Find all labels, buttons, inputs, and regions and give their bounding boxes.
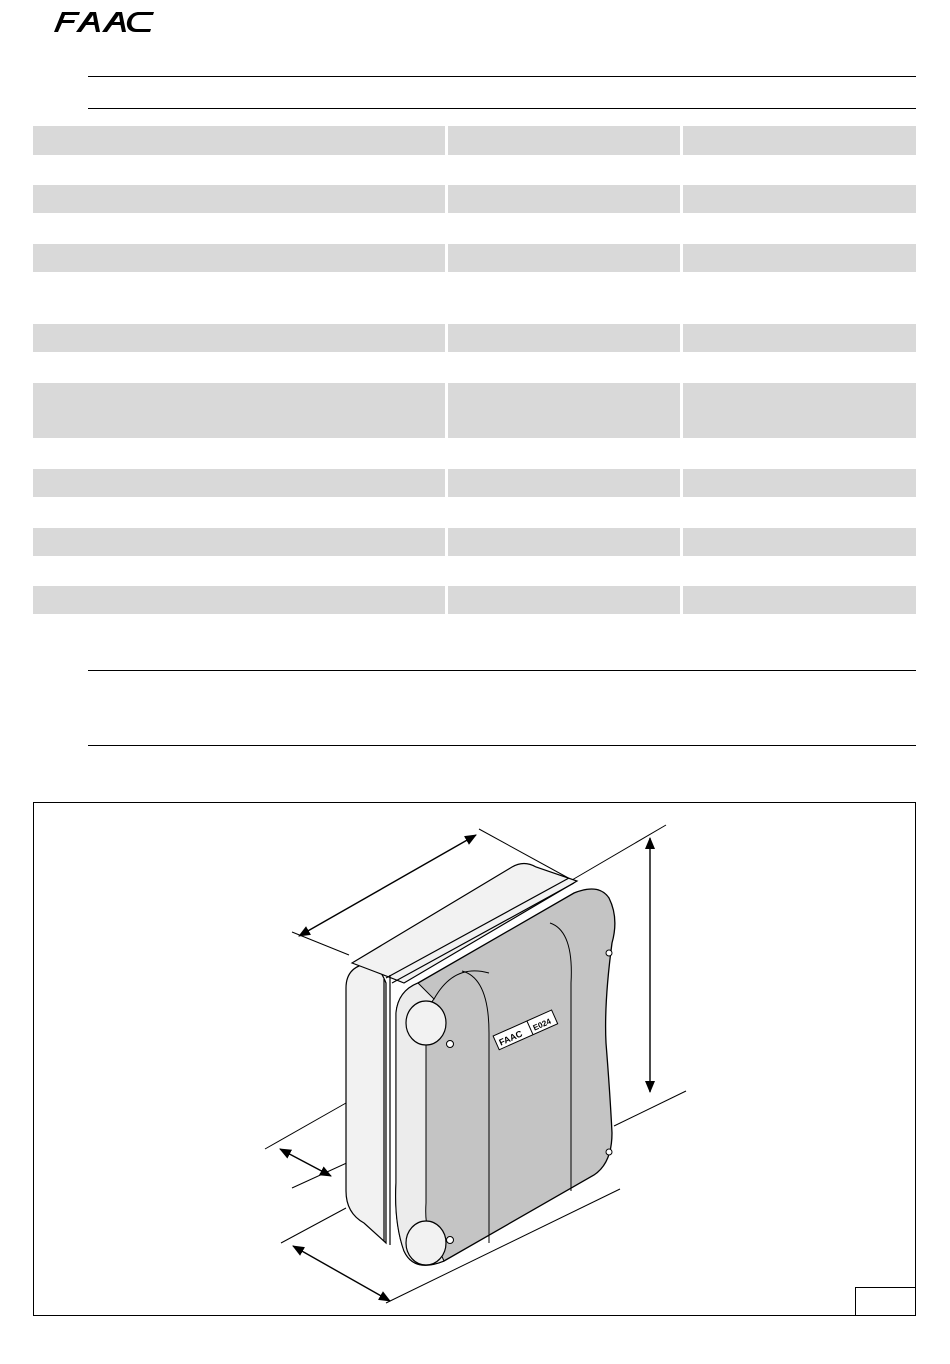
spec-row xyxy=(33,244,916,272)
spec-row xyxy=(33,586,916,614)
depth-dimension-arrow xyxy=(280,1149,331,1176)
notes-rule-top xyxy=(88,670,916,671)
spec-value xyxy=(448,324,680,352)
spec-value xyxy=(448,586,680,614)
spec-unit xyxy=(683,244,916,272)
spec-label xyxy=(33,324,445,352)
spec-unit xyxy=(683,324,916,352)
spec-row xyxy=(33,383,916,438)
spec-label xyxy=(33,469,445,497)
screw-boss-top xyxy=(406,1001,446,1045)
spec-value xyxy=(448,383,680,438)
spec-unit xyxy=(683,383,916,438)
header-rule-top xyxy=(88,76,916,77)
box-base-side xyxy=(346,963,386,1243)
faac-logo-mark xyxy=(46,8,158,36)
spec-unit xyxy=(683,586,916,614)
spec-row xyxy=(33,528,916,556)
spec-row xyxy=(33,469,916,497)
base-dimension-arrow xyxy=(293,1246,390,1301)
spec-label xyxy=(33,528,445,556)
spec-label xyxy=(33,383,445,438)
spec-unit xyxy=(683,469,916,497)
faac-logo xyxy=(46,8,158,41)
label-brand: FAAC xyxy=(497,1028,524,1048)
spec-value xyxy=(448,244,680,272)
spec-row xyxy=(33,185,916,213)
spec-row xyxy=(33,324,916,352)
screw-hole xyxy=(447,1041,454,1048)
notes-rule-bottom xyxy=(88,745,916,746)
header-rule-bottom xyxy=(88,108,916,109)
spec-value xyxy=(448,528,680,556)
figure-number xyxy=(855,1287,915,1315)
control-box-illustration xyxy=(34,803,915,1315)
spec-unit xyxy=(683,126,916,155)
figure-frame xyxy=(33,802,916,1316)
spec-row xyxy=(33,126,916,155)
spec-unit xyxy=(683,528,916,556)
screw-hole xyxy=(447,1237,454,1244)
spec-label xyxy=(33,586,445,614)
spec-value xyxy=(448,469,680,497)
label-model: E024 xyxy=(531,1016,553,1033)
spec-value xyxy=(448,185,680,213)
spec-value xyxy=(448,126,680,155)
screw-hole xyxy=(606,1149,612,1155)
spec-label xyxy=(33,244,445,272)
spec-label xyxy=(33,126,445,155)
spec-label xyxy=(33,185,445,213)
spec-unit xyxy=(683,185,916,213)
screw-hole xyxy=(606,950,612,956)
screw-boss-bottom xyxy=(406,1221,446,1265)
